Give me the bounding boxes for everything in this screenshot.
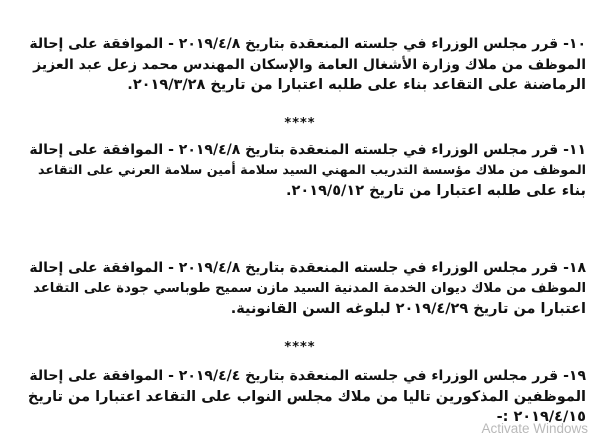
decision-line: الموظف من ملاك مؤسسة التدريب المهني السيد سلامة أمين سلامة العرني على التقاعد (37, 162, 586, 178)
decision-line: الموظف من ملاك ديوان الخدمة المدنية السيد مازن سميح طوباسي جودة على التقاعد (33, 280, 586, 296)
decision-item-19 (28, 366, 586, 428)
decision-item-11 (28, 140, 586, 202)
separator-stars: **** (284, 116, 316, 131)
decision-item-10 (28, 34, 586, 96)
decision-line: الموظف من ملاك وزارة الأشغال العامة والإسكان المهندس محمد زعل عبد العزيز (33, 56, 586, 73)
decision-line: ١٨- قرر مجلس الوزراء في جلسته المنعقدة بتاريخ ٢٠١٩/٤/٨ - الموافقة على إحالة (29, 260, 586, 276)
decision-item-18 (28, 258, 586, 320)
decision-line: بناء على طلبه اعتبارا من تاريخ ٢٠١٩/٥/١٢. (286, 183, 586, 199)
decision-line: الرماضنة على التقاعد بناء على طلبه اعتبارا من تاريخ ٢٠١٩/٣/٢٨. (127, 77, 586, 93)
decision-line: اعتبارا من تاريخ ٢٠١٩/٤/٢٩ لبلوغه السن القانونية. (230, 301, 586, 317)
decision-line: ١٩- قرر مجلس الوزراء في جلسته المنعقدة بتاريخ ٢٠١٩/٤/٤ - الموافقة على إحالة (29, 368, 586, 384)
separator-stars: **** (284, 340, 316, 355)
decision-line: الموظفين المذكورين تاليا من ملاك مجلس النواب على التقاعد اعتبارا من تاريخ (28, 388, 586, 405)
activate-windows-watermark: Activate Windows (481, 421, 588, 436)
decision-line: ١٠- قرر مجلس الوزراء في جلسته المنعقدة بتاريخ ٢٠١٩/٤/٨ - الموافقة على إحالة (29, 36, 586, 52)
decision-line: ٢٠١٩/٤/١٥ :- (496, 409, 586, 425)
decision-line: ١١- قرر مجلس الوزراء في جلسته المنعقدة بتاريخ ٢٠١٩/٤/٨ - الموافقة على إحالة (29, 142, 586, 158)
